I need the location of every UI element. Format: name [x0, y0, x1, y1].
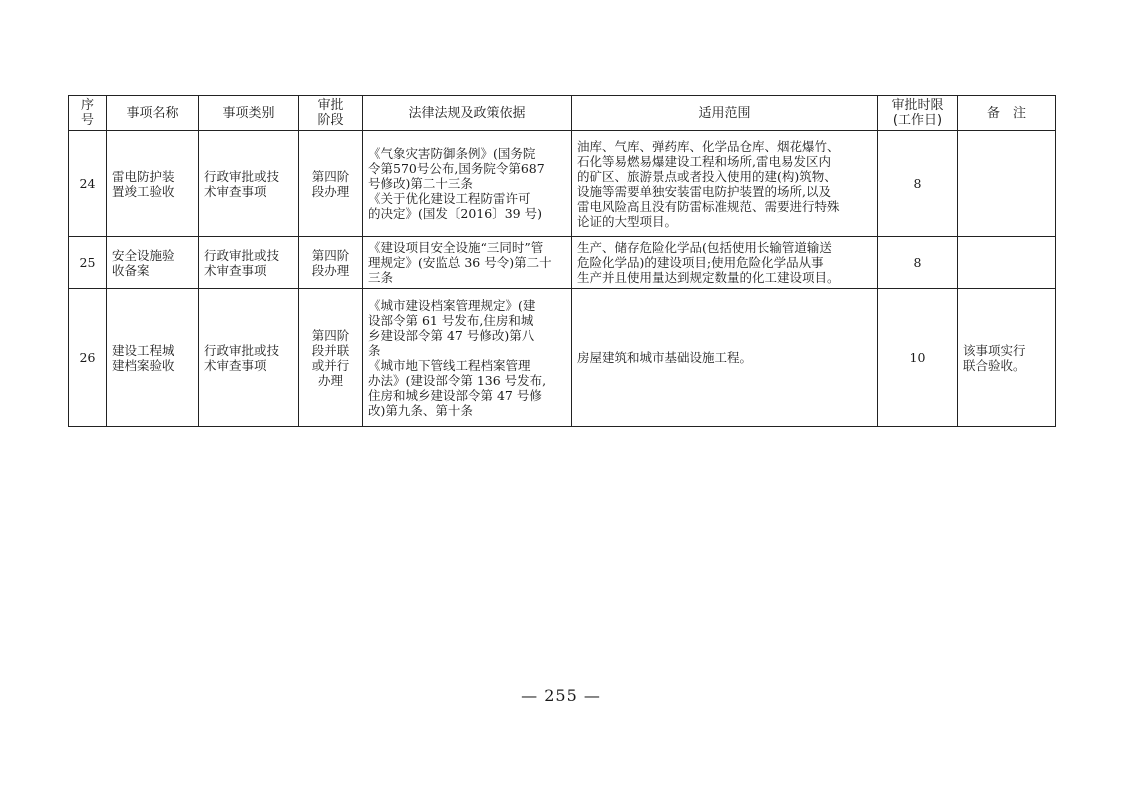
row-no: 24	[69, 131, 107, 237]
table-row	[69, 131, 1056, 237]
page-number: — 255 —	[521, 686, 601, 705]
row-category: 行政审批或技 术审查事项	[199, 131, 299, 237]
header-scope: 适用范围	[572, 96, 878, 131]
row-stage: 第四阶 段并联 或并行 办理	[299, 289, 363, 427]
header-time-limit: 审批时限 (工作日)	[878, 96, 958, 131]
row-basis: 《气象灾害防御条例》(国务院 令第570号公布,国务院令第687 号修改)第二十三条 《关于优化建设工程防雷许可 的决定》(国发〔2016〕39 号)	[363, 131, 572, 237]
row-stage: 第四阶 段办理	[299, 237, 363, 289]
row-scope: 生产、储存危险化学品(包括使用长输管道输送 危险化学品)的建设项目;使用危险化学品从事 生产并且使用量达到规定数量的化工建设项目。	[572, 237, 878, 289]
header-stage: 审批 阶段	[299, 96, 363, 131]
row-no: 26	[69, 289, 107, 427]
row-name: 雷电防护装 置竣工验收	[107, 131, 199, 237]
row-time-limit: 8	[878, 131, 958, 237]
header-no: 序 号	[69, 96, 107, 131]
table-row	[69, 237, 1056, 289]
row-time-limit: 8	[878, 237, 958, 289]
row-scope: 油库、气库、弹药库、化学品仓库、烟花爆竹、 石化等易燃易爆建设工程和场所,雷电易发区内 的矿区、旅游景点或者投入使用的建(构)筑物、 设施等需要单独安装雷电防护装置的场所,以及 雷电风险高且没有防雷标准规范、需要进行特殊 论证的大型项目。	[572, 131, 878, 237]
header-basis: 法律法规及政策依据	[363, 96, 572, 131]
row-basis: 《城市建设档案管理规定》(建 设部令第 61 号发布,住房和城 乡建设部令第 47 号修改)第八 条 《城市地下管线工程档案管理 办法》(建设部令第 136 号发布, 住房和城乡建设部令第 47 号修 改)第九条、第十条	[363, 289, 572, 427]
row-category: 行政审批或技 术审查事项	[199, 289, 299, 427]
row-stage: 第四阶 段办理	[299, 131, 363, 237]
row-remarks	[958, 237, 1056, 289]
row-scope: 房屋建筑和城市基础设施工程。	[572, 289, 878, 427]
row-name: 安全设施验 收备案	[107, 237, 199, 289]
row-basis: 《建设项目安全设施“三同时”管 理规定》(安监总 36 号令)第二十 三条	[363, 237, 572, 289]
table-row	[69, 289, 1056, 427]
table-header-row	[69, 96, 1056, 131]
row-category: 行政审批或技 术审查事项	[199, 237, 299, 289]
row-name: 建设工程城 建档案验收	[107, 289, 199, 427]
row-time-limit: 10	[878, 289, 958, 427]
header-category: 事项类别	[199, 96, 299, 131]
row-remarks: 该事项实行 联合验收。	[958, 289, 1056, 427]
row-no: 25	[69, 237, 107, 289]
row-remarks	[958, 131, 1056, 237]
header-name: 事项名称	[107, 96, 199, 131]
approval-items-table	[68, 95, 1056, 427]
header-remarks: 备 注	[958, 96, 1056, 131]
